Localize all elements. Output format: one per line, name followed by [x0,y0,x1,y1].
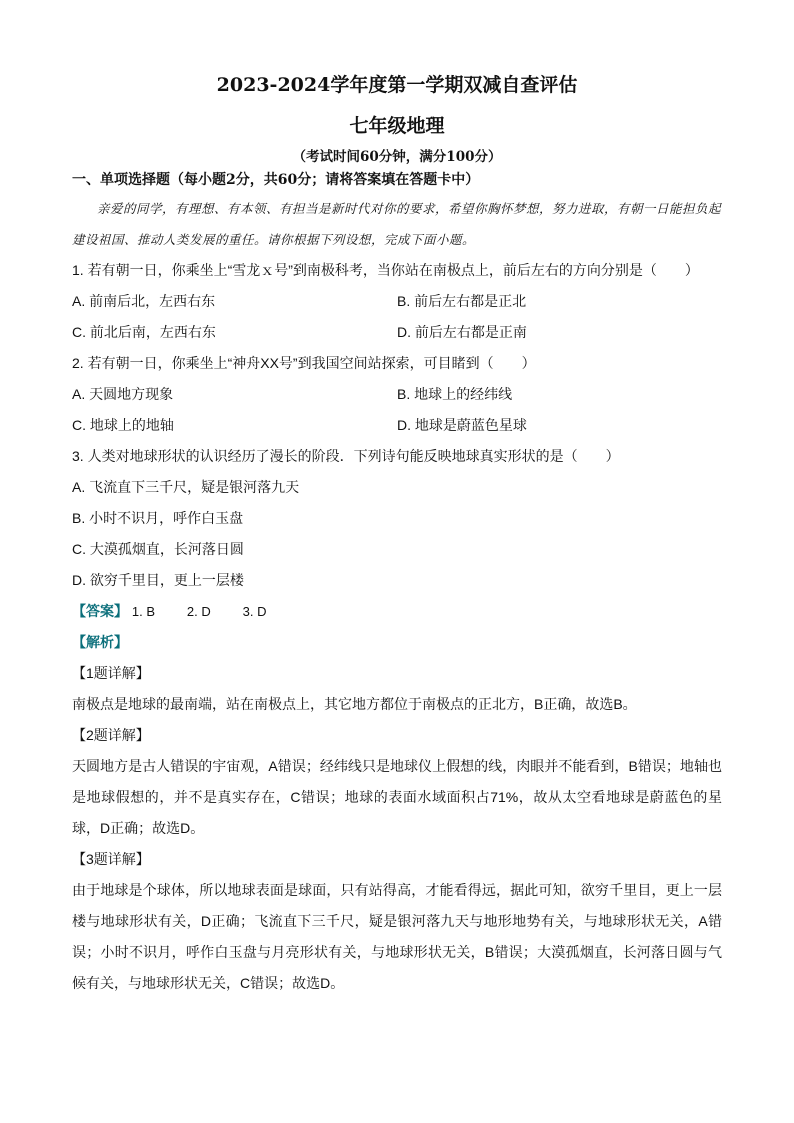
detail-3-heading: 【3题详解】 [72,851,150,867]
detail-1-heading: 【1题详解】 [72,665,150,681]
question-2-options-2 [72,410,722,441]
option-1b: B. 前后左右都是正北 [397,293,527,309]
option-3b: B. 小时不识月，呼作白玉盘 [72,510,244,526]
option-3a: A. 飞流直下三千尺，疑是银河落九天 [72,479,300,495]
analysis-label: 【解析】 [72,634,128,650]
exam-info: （考试时间60分钟，满分100分） [292,149,502,165]
question-1-options-2 [72,317,722,348]
option-1c: C. 前北后南，左西右东 [72,324,216,340]
question-1-stem: 1. 若有朝一日，你乘坐上“雪龙ｘ号”到南极科考，当你站在南极点上，前后左右的方向分别是（ ） [72,262,699,278]
option-2b: B. 地球上的经纬线 [397,386,513,402]
answer-line [72,596,722,627]
question-1-options [72,286,722,317]
detail-2-heading: 【2题详解】 [72,727,150,743]
detail-1-text: 南极点是地球的最南端，站在南极点上，其它地方都位于南极点的正北方，B正确，故选B。 [72,696,637,712]
document-title: 2023-2024学年度第一学期双减自查评估 [216,74,578,96]
document-subtitle: 七年级地理 [349,115,445,137]
answer-item: 1. B [131,604,156,619]
option-3c: C. 大漠孤烟直，长河落日圆 [72,541,244,557]
question-3-stem: 3. 人类对地球形状的认识经历了漫长的阶段．下列诗句能反映地球真实形状的是（ ） [72,448,620,464]
option-2d: D. 地球是蔚蓝色星球 [397,417,527,433]
section-heading: 一、单项选择题（每小题2分，共60分；请将答案填在答题卡中） [72,172,480,188]
section-intro: 亲爱的同学，有理想、有本领、有担当是新时代对你的要求，希望你胸怀梦想，努力进取，有朝一日能担负起建设祖国、推动人类发展的重任。请你根据下列设想，完成下面小题。 [72,201,722,247]
detail-2-text: 天圆地方是古人错误的宇宙观，A错误；经纬线只是地球仪上假想的线，肉眼并不能看到，B错误；地轴也是地球假想的，并不是真实存在，C错误；地球的表面水域面积占71%，故从太空看地球是蔚蓝色的星球，D正确；故选D。 [72,758,722,836]
question-2-stem: 2. 若有朝一日，你乘坐上“神舟XX号”到我国空间站探索，可目睹到（ ） [72,355,536,371]
option-2a: A. 天圆地方现象 [72,386,174,402]
answer-label: 【答案】 [72,603,128,619]
question-2-options [72,379,722,410]
option-3d: D. 欲穷千里目，更上一层楼 [72,572,244,588]
detail-3-text: 由于地球是个球体，所以地球表面是球面，只有站得高，才能看得远，据此可知，欲穷千里目，更上一层楼与地球形状有关，D正确；飞流直下三千尺，疑是银河落九天与地形地势有关，与地球形状无关，A错误；小时不识月，呼作白玉盘与月亮形状有关，与地球形状无关，B错误；大漠孤烟直，长河落日圆与气候有关，与地球形状无关，C错误；故选D。 [72,882,722,991]
answer-item: 2. D [186,604,211,619]
option-1a: A. 前南后北，左西右东 [72,293,216,309]
option-1d: D. 前后左右都是正南 [397,324,527,340]
answer-item: 3. D [242,604,267,619]
option-2c: C. 地球上的地轴 [72,417,174,433]
analysis-line [72,627,722,658]
